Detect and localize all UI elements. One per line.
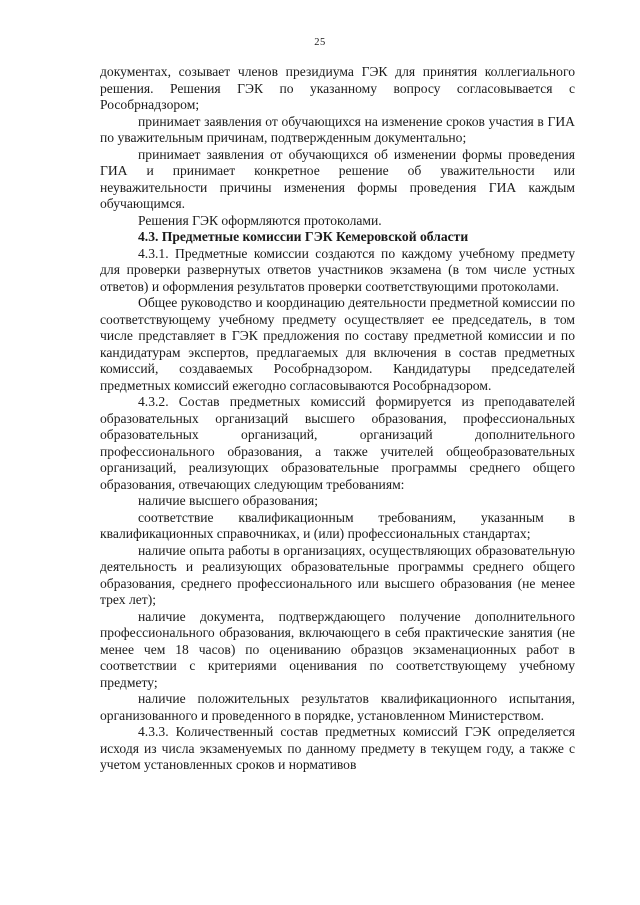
list-item-qualification: соответствие квалификационным требованиям, указанным в квалификационных справочниках, и (или) профессиональных стандартах; (100, 509, 575, 541)
list-item-qualification-test: наличие положительных результатов квалификационного испытания, организованного и проведенного в порядке, установленном Министерством. (100, 691, 575, 723)
paragraph-4-3-1: 4.3.1. Предметные комиссии создаются по каждому учебному предмету для проверки развернутых ответов участников экзамена (в том числе устных ответов) и оформления результатов проверки соответствующими протоколами. (100, 245, 575, 294)
paragraph-4-3-2: 4.3.2. Состав предметных комиссий формируется из преподавателей образовательных организаций высшего образования, профессиональных образовательных организаций, организаций дополнительного профессионального образования, а также учителей общеобразовательных организаций, реализующих образовательные программы среднего общего образования, отвечающих следующим требованиям: (100, 394, 575, 492)
paragraph-protocols: Решения ГЭК оформляются протоколами. (138, 212, 382, 228)
paragraph-general-management: Общее руководство и координацию деятельности предметной комиссии по соответствующему учебному предмету осуществляет ее председатель, в том числе представляет в ГЭК предложения по составу предметной комиссии и по кандидатурам экспертов, предлагаемых для включения в состав предметных комиссий, создаваемых Рособрнадзором. Кандидатуры председателей предметных комиссий ежегодно согласовываются Рособрнадзором. (100, 295, 575, 393)
paragraph-4-3-3: 4.3.3. Количественный состав предметных комиссий ГЭК определяется исходя из числа экзаменуемых по данному предмету в текущем году, а также с учетом установленных сроков и нормативов (100, 724, 575, 772)
list-item-experience: наличие опыта работы в организациях, осуществляющих образовательную деятельность и реализующих образовательные программы среднего общего образования, среднего профессионального или высшего образования (не менее трех лет); (100, 542, 575, 607)
section-heading: 4.3. Предметные комиссии ГЭК Кемеровской области (138, 229, 469, 244)
document-body (100, 64, 575, 774)
paragraph-form-change: принимает заявления от обучающихся об изменении формы проведения ГИА и принимает конкретное решение об уважительности или неуважительности причины изменения формы проведения ГИА каждым обучающимся. (100, 146, 575, 211)
paragraph-continuation: документах, созывает членов президиума ГЭК для принятия коллегиального решения. Решения ГЭК по указанному вопросу согласовывается с Рособрнадзором; (100, 64, 575, 112)
paragraph-deadline-change: принимает заявления от обучающихся на изменение сроков участия в ГИА по уважительным причинам, подтвержденным документально; (100, 113, 575, 145)
page-number: 25 (314, 37, 326, 48)
list-item-training-document: наличие документа, подтверждающего получение дополнительного профессионального образования, включающего в себя практические занятия (не менее чем 18 часов) по оцениванию образцов экзаменационных работ в соответствии с критериями оценивания по соответствующему учебному предмету; (100, 608, 575, 690)
list-item-higher-education: наличие высшего образования; (138, 493, 319, 508)
